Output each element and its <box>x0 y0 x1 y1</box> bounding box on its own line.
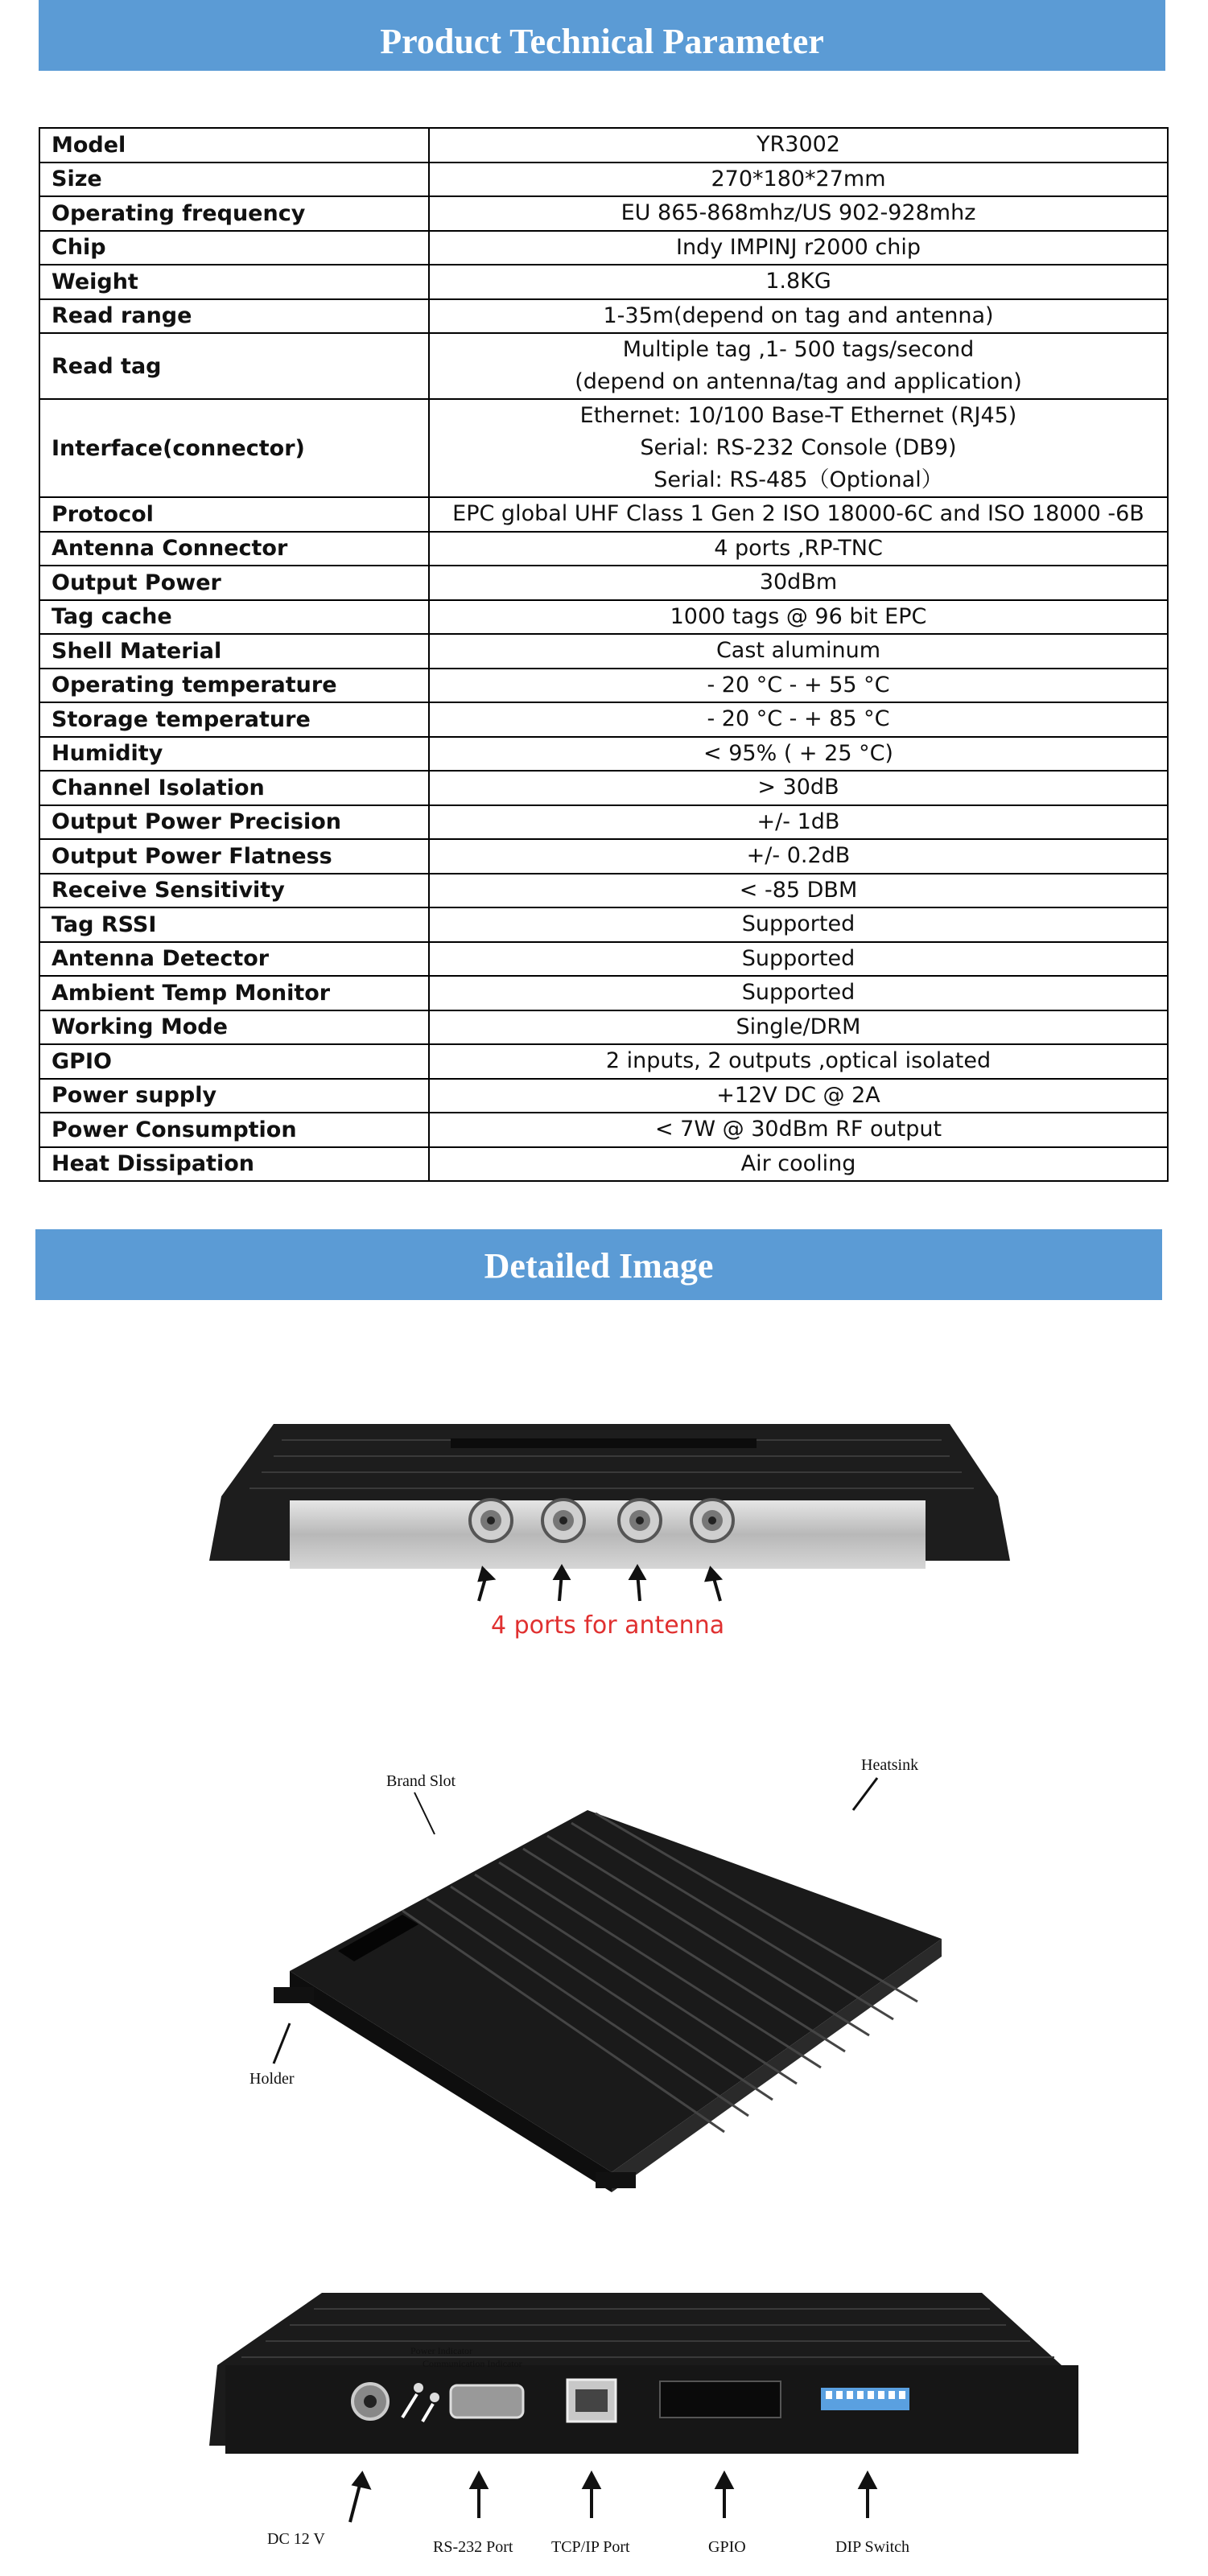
spec-value <box>429 839 1168 874</box>
spec-key: Ambient Temp Monitor <box>39 976 429 1010</box>
spec-value-line: Cast aluminum <box>715 638 881 664</box>
spec-value-line: EU 865-868mhz/US 902-928mhz <box>620 200 976 226</box>
label-tcpip: TCP/IP Port <box>551 2538 630 2556</box>
spec-key: Read range <box>39 299 429 334</box>
spec-value-line: 1-35m(depend on tag and antenna) <box>603 302 994 328</box>
spec-value <box>429 265 1168 299</box>
spec-value <box>429 1113 1168 1147</box>
spec-row <box>39 1079 1168 1113</box>
label-gpio: GPIO <box>708 2538 746 2556</box>
spec-row <box>39 566 1168 600</box>
spec-value-line: EPC global UHF Class 1 Gen 2 ISO 18000-6C and ISO 18000 -6B <box>452 501 1144 527</box>
spec-value-line: - 20 °C - + 55 °C <box>707 672 890 697</box>
spec-key: Output Power Flatness <box>39 839 429 874</box>
spec-key: Weight <box>39 265 429 299</box>
spec-key: Output Power <box>39 566 429 600</box>
spec-key: Humidity <box>39 737 429 772</box>
spec-value <box>429 231 1168 265</box>
antenna-connector-icon <box>470 1500 512 1541</box>
spec-row <box>39 737 1168 772</box>
spec-row <box>39 942 1168 977</box>
spec-row <box>39 265 1168 299</box>
spec-key: Size <box>39 163 429 197</box>
spec-value-line: < -85 DBM <box>739 877 858 903</box>
spec-row <box>39 771 1168 805</box>
antenna-connector-icon <box>542 1500 584 1541</box>
spec-row <box>39 1147 1168 1182</box>
db9-port-icon <box>451 2385 523 2418</box>
communication-indicator-led <box>430 2393 439 2402</box>
spec-key: Working Mode <box>39 1010 429 1045</box>
spec-value <box>429 1010 1168 1045</box>
spec-value <box>429 976 1168 1010</box>
spec-value <box>429 771 1168 805</box>
spec-value <box>429 907 1168 942</box>
power-indicator-led <box>414 2383 423 2393</box>
holder-tab <box>596 2172 636 2188</box>
label-communication-indicator: Communication Indicator <box>423 2358 522 2369</box>
spec-value-line: 270*180*27mm <box>711 166 886 191</box>
spec-value-line: 1000 tags @ 96 bit EPC <box>670 603 927 629</box>
spec-value-line: Air cooling <box>740 1150 856 1176</box>
spec-value-line: +/- 1dB <box>757 809 840 834</box>
spec-row <box>39 805 1168 840</box>
spec-value-line: Single/DRM <box>736 1014 861 1039</box>
arrow-icons <box>350 2474 875 2522</box>
spec-key: Antenna Connector <box>39 532 429 566</box>
spec-row <box>39 600 1168 635</box>
spec-key: Heat Dissipation <box>39 1147 429 1182</box>
label-rs232: RS-232 Port <box>433 2538 513 2556</box>
label-dc: DC 12 V <box>267 2530 325 2548</box>
spec-value-line: Serial: RS-485（Optional） <box>653 467 943 492</box>
spec-value-line: > 30dB <box>757 775 839 800</box>
spec-value <box>429 399 1168 497</box>
spec-value-line: Serial: RS-232 Console (DB9) <box>640 435 957 460</box>
spec-value <box>429 163 1168 197</box>
spec-table <box>39 127 1169 1182</box>
spec-key: Tag cache <box>39 600 429 635</box>
spec-value <box>429 299 1168 334</box>
dc-connector-icon <box>353 2384 388 2419</box>
spec-row <box>39 399 1168 497</box>
spec-value <box>429 874 1168 908</box>
spec-value-line: < 95% ( + 25 °C) <box>703 740 893 766</box>
spec-value <box>429 497 1168 532</box>
label-power-indicator: Power Indicator <box>410 2345 472 2356</box>
spec-key: GPIO <box>39 1044 429 1079</box>
spec-row <box>39 669 1168 703</box>
spec-value <box>429 634 1168 669</box>
label-brand-slot: Brand Slot <box>386 1772 456 1790</box>
spec-row <box>39 231 1168 265</box>
antenna-connector-icon <box>619 1500 661 1541</box>
spec-key: Operating temperature <box>39 669 429 703</box>
spec-value <box>429 1079 1168 1113</box>
spec-value-line: Supported <box>741 911 855 937</box>
spec-value-line: < 7W @ 30dBm RF output <box>654 1117 942 1142</box>
spec-row <box>39 333 1168 399</box>
arrow-icons <box>479 1567 720 1601</box>
spec-value-line: 4 ports ,RP-TNC <box>714 535 883 561</box>
spec-key: Power Consumption <box>39 1113 429 1147</box>
spec-value-line: (depend on antenna/tag and application) <box>575 369 1022 394</box>
spec-key: Protocol <box>39 497 429 532</box>
spec-key: Model <box>39 128 429 163</box>
holder-tab <box>274 1987 314 2003</box>
spec-value <box>429 702 1168 737</box>
spec-value-line: 2 inputs, 2 outputs ,optical isolated <box>605 1048 992 1074</box>
spec-key: Storage temperature <box>39 702 429 737</box>
spec-value <box>429 1147 1168 1182</box>
spec-table-body <box>39 128 1168 1181</box>
spec-key: Tag RSSI <box>39 907 429 942</box>
brand-slot <box>451 1438 757 1448</box>
pointer-line <box>414 1792 435 1834</box>
spec-row <box>39 634 1168 669</box>
product-photo-rear-ports <box>177 2277 1111 2566</box>
spec-key: Antenna Detector <box>39 942 429 977</box>
spec-key: Output Power Precision <box>39 805 429 840</box>
spec-value <box>429 333 1168 399</box>
spec-value-line: YR3002 <box>757 132 840 158</box>
spec-row <box>39 976 1168 1010</box>
spec-value <box>429 805 1168 840</box>
label-holder: Holder <box>249 2070 295 2088</box>
spec-value <box>429 669 1168 703</box>
spec-value-line: Indy IMPINJ r2000 chip <box>675 234 921 260</box>
spec-row <box>39 874 1168 908</box>
photo-caption: 4 ports for antenna <box>491 1611 725 1640</box>
spec-row <box>39 1113 1168 1147</box>
spec-value <box>429 600 1168 635</box>
spec-value <box>429 532 1168 566</box>
spec-row <box>39 163 1168 197</box>
spec-value-line: 1.8KG <box>765 269 831 294</box>
spec-value-line: - 20 °C - + 85 °C <box>707 706 890 732</box>
spec-row <box>39 1010 1168 1045</box>
label-dip: DIP Switch <box>835 2538 910 2556</box>
spec-row <box>39 128 1168 163</box>
section-banner-parameters <box>39 0 1165 71</box>
spec-key: Chip <box>39 231 429 265</box>
spec-value-line: Supported <box>741 980 855 1006</box>
spec-value <box>429 942 1168 977</box>
spec-value-line: Multiple tag ,1- 500 tags/second <box>622 337 975 362</box>
spec-row <box>39 497 1168 532</box>
spec-key: Read tag <box>39 333 429 399</box>
section-banner-detail <box>35 1229 1162 1300</box>
pointer-line <box>853 1778 877 1810</box>
spec-row <box>39 1044 1168 1079</box>
section-title: Detailed Image <box>484 1246 714 1286</box>
spec-row <box>39 839 1168 874</box>
label-heatsink: Heatsink <box>861 1756 919 1774</box>
spec-row <box>39 196 1168 231</box>
spec-key: Operating frequency <box>39 196 429 231</box>
antenna-connector-icon <box>691 1500 733 1541</box>
pointer-line <box>274 2023 290 2064</box>
spec-value <box>429 737 1168 772</box>
spec-value-line: Supported <box>741 945 855 971</box>
spec-key: Receive Sensitivity <box>39 874 429 908</box>
spec-value <box>429 566 1168 600</box>
spec-value <box>429 196 1168 231</box>
spec-value-line: 30dBm <box>759 570 838 595</box>
section-title: Product Technical Parameter <box>380 22 824 61</box>
rj45-socket <box>575 2389 608 2412</box>
spec-value-line: Ethernet: 10/100 Base-T Ethernet (RJ45) <box>579 403 1017 428</box>
reader-body <box>290 1810 942 2172</box>
spec-row <box>39 532 1168 566</box>
spec-key: Channel Isolation <box>39 771 429 805</box>
spec-row <box>39 702 1168 737</box>
spec-key: Interface(connector) <box>39 399 429 497</box>
product-photo-antenna-ports <box>185 1368 1038 1657</box>
dip-switch-icon <box>821 2388 909 2410</box>
spec-value-line: +/- 0.2dB <box>746 843 851 869</box>
front-panel <box>290 1500 926 1569</box>
spec-value-line: +12V DC @ 2A <box>716 1082 880 1108</box>
spec-key: Shell Material <box>39 634 429 669</box>
spec-row <box>39 299 1168 334</box>
spec-row <box>39 907 1168 942</box>
spec-value <box>429 128 1168 163</box>
gpio-terminal-icon <box>660 2381 781 2418</box>
product-photo-top-view <box>241 1746 966 2196</box>
spec-key: Power supply <box>39 1079 429 1113</box>
spec-value <box>429 1044 1168 1079</box>
